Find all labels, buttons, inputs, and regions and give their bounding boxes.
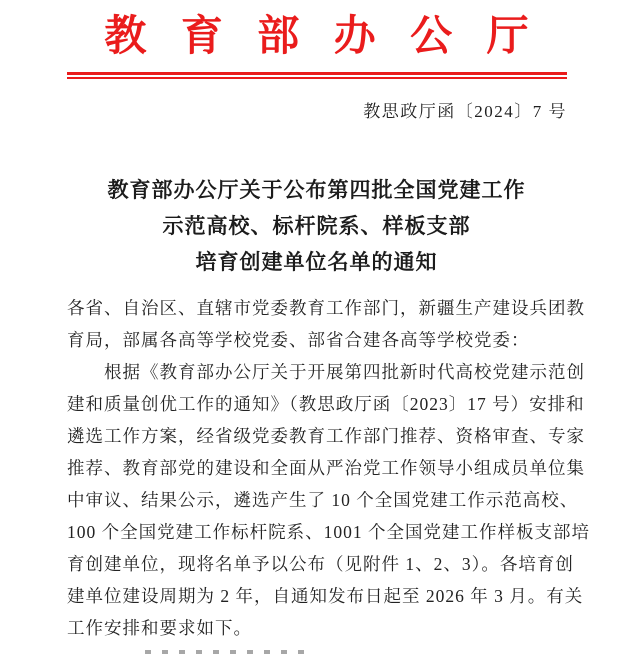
rule-thick-line [67, 72, 567, 75]
title-line-2: 示范高校、标杆院系、样板支部 [162, 214, 471, 238]
addressee-line-2: 育局，部属各高等学校党委、部省合建各高等学校党委： [67, 330, 530, 350]
paragraph-line: 育创建单位，现将名单予以公布（见附件 1、2、3）。各培育创 [67, 554, 574, 574]
paragraph-line: 中审议、结果公示，遴选产生了 10 个全国党建工作示范高校、 [67, 490, 579, 510]
paragraph-line: 建和质量创优工作的通知》（教思政厅函〔2023〕17 号）安排和 [67, 394, 585, 414]
paragraph-line: 建单位建设周期为 2 年，自通知发布日起至 2026 年 3 月。有关 [67, 586, 584, 606]
letterhead-title: 教育部办公厅 [104, 14, 564, 60]
letterhead-rule [67, 72, 567, 79]
clipped-next-line-fragment [145, 650, 305, 654]
document-title [0, 172, 633, 280]
paragraph-line: 100 个全国党建工作标杆院系、1001 个全国党建工作样板支部培 [67, 522, 590, 542]
paragraph-line: 工作安排和要求如下。 [67, 618, 252, 638]
document-body [67, 292, 590, 644]
paragraph-line: 根据《教育部办公厅关于开展第四批新时代高校党建示范创 [104, 362, 585, 382]
addressee-line-1: 各省、自治区、直辖市党委教育工作部门，新疆生产建设兵团教 [67, 298, 585, 318]
paragraph-line: 遴选工作方案，经省级党委教育工作部门推荐、资格审查、专家 [67, 426, 585, 446]
document-number: 教思政厅函〔2024〕7 号 [363, 102, 567, 121]
title-line-1: 教育部办公厅关于公布第四批全国党建工作 [107, 178, 526, 202]
paragraph-line: 推荐、教育部党的建设和全面从严治党工作领导小组成员单位集 [67, 458, 585, 478]
rule-thin-line [67, 77, 567, 79]
title-line-3: 培育创建单位名单的通知 [195, 250, 438, 274]
